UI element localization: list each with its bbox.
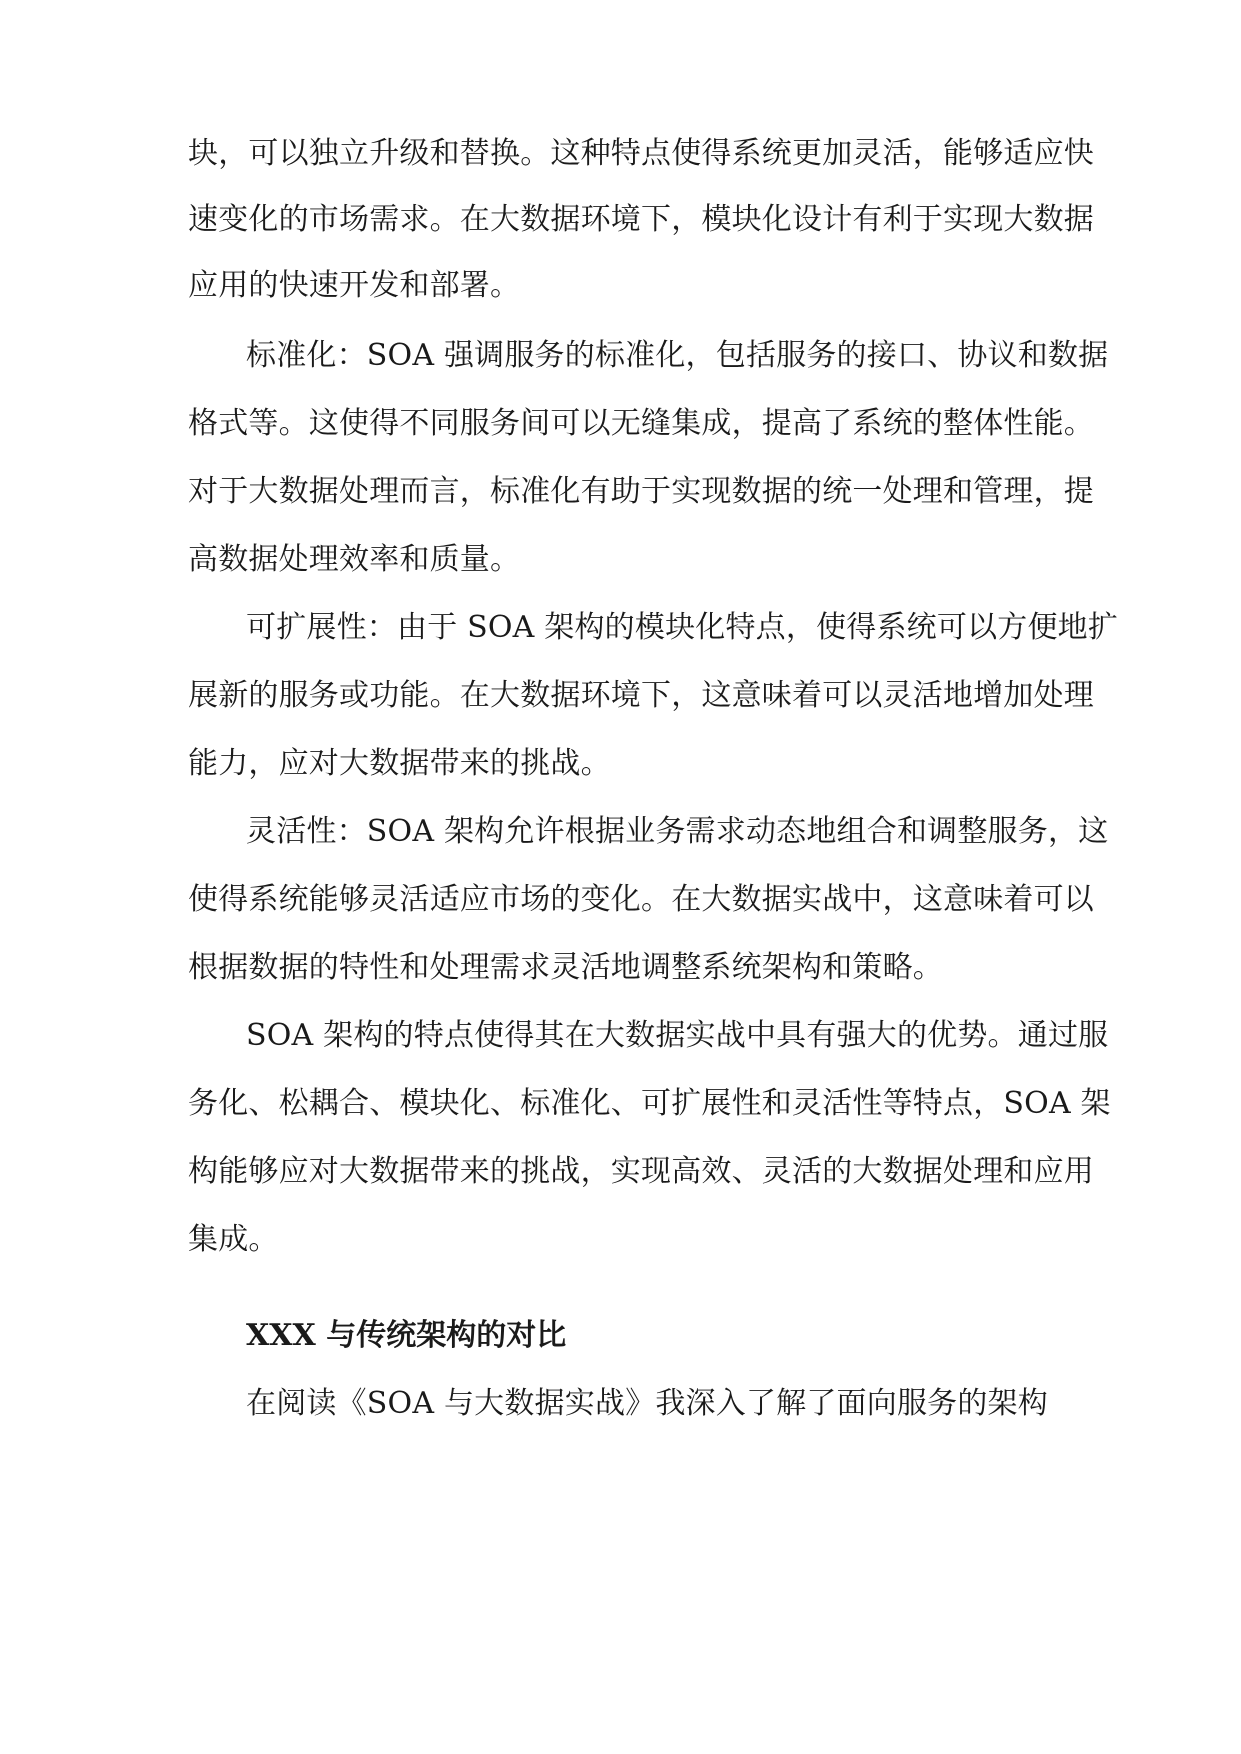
paragraph-line: 高数据处理效率和质量。 bbox=[188, 542, 521, 577]
paragraph-line: 应用的快速开发和部署。 bbox=[188, 268, 521, 303]
paragraph-line: 使得系统能够灵活适应市场的变化。在大数据实战中，这意味着可以 bbox=[188, 882, 1094, 917]
paragraph-line: 根据数据的特性和处理需求灵活地调整系统架构和策略。 bbox=[188, 950, 943, 985]
paragraph-line: SOA 架构的特点使得其在大数据实战中具有强大的优势。通过服 bbox=[246, 1018, 1109, 1053]
section-heading: XXX 与传统架构的对比 bbox=[246, 1318, 567, 1353]
paragraph-line: 能力，应对大数据带来的挑战。 bbox=[188, 746, 611, 781]
paragraph-line: 务化、松耦合、模块化、标准化、可扩展性和灵活性等特点，SOA 架 bbox=[188, 1086, 1111, 1121]
paragraph-line: 标准化：SOA 强调服务的标准化，包括服务的接口、协议和数据 bbox=[246, 338, 1109, 373]
paragraph-line: 块，可以独立升级和替换。这种特点使得系统更加灵活，能够适应快 bbox=[188, 136, 1094, 171]
paragraph-line: 对于大数据处理而言，标准化有助于实现数据的统一处理和管理，提 bbox=[188, 474, 1094, 509]
paragraph-line: 格式等。这使得不同服务间可以无缝集成，提高了系统的整体性能。 bbox=[188, 406, 1094, 441]
paragraph-line: 可扩展性：由于 SOA 架构的模块化特点，使得系统可以方便地扩 bbox=[246, 610, 1119, 645]
paragraph-line: 灵活性：SOA 架构允许根据业务需求动态地组合和调整服务，这 bbox=[246, 814, 1109, 849]
paragraph-line: 构能够应对大数据带来的挑战，实现高效、灵活的大数据处理和应用 bbox=[188, 1154, 1094, 1189]
paragraph-line: 在阅读《SOA 与大数据实战》我深入了解了面向服务的架构 bbox=[246, 1386, 1048, 1421]
paragraph-line: 集成。 bbox=[188, 1222, 279, 1257]
paragraph-line: 速变化的市场需求。在大数据环境下，模块化设计有利于实现大数据 bbox=[188, 202, 1094, 237]
paragraph-line: 展新的服务或功能。在大数据环境下，这意味着可以灵活地增加处理 bbox=[188, 678, 1094, 713]
